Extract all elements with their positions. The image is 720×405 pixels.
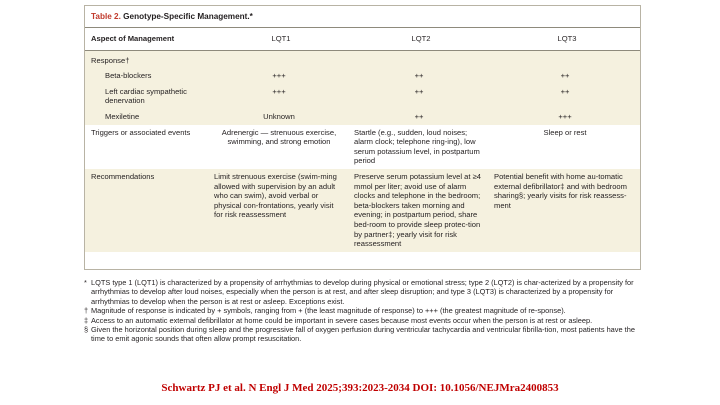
cell-lqt1: +++ — [208, 84, 348, 109]
table-title-text: Genotype-Specific Management.* — [120, 12, 253, 21]
footnote-symbol: * — [84, 278, 87, 287]
table-title — [85, 6, 640, 27]
table-row-triggers — [85, 125, 640, 169]
cell-lqt1: +++ — [208, 68, 348, 84]
header-lqt3: LQT3 — [488, 28, 640, 51]
cell-lqt2: ++ — [348, 109, 488, 125]
footnote — [84, 278, 641, 306]
cell-lqt3: ++ — [488, 84, 640, 109]
footnote-text: Magnitude of response is indicated by + symbols, ranging from + (the least magnitude of response) to +++ (the greatest magnitude of re-sponse). — [91, 306, 566, 316]
cell-lqt2: Preserve serum potassium level at ≥4 mmol per liter; avoid use of alarm clocks and telephone in the bedroom; beta-blockers taken morning and evening; in postpartum period, share bed-room to provide sleep protec-tion by partner‡; yearly visit for risk reassessment — [348, 169, 488, 252]
response-label: Response† — [85, 50, 208, 68]
table-row-response — [85, 50, 640, 68]
footnote-symbol: ‡ — [84, 315, 89, 325]
row-label: Mexiletine — [85, 109, 208, 125]
table-row-recommendations — [85, 169, 640, 252]
cell-lqt3: ++ — [488, 68, 640, 84]
table-row-lcsd — [85, 84, 640, 109]
table-row-beta-blockers — [85, 68, 640, 84]
row-label: Beta-blockers — [85, 68, 208, 84]
management-table — [85, 27, 640, 252]
header-row — [85, 28, 640, 51]
table-number: Table 2. — [91, 12, 121, 21]
cell-lqt1: Limit strenuous exercise (swim-ming allowed with supervision by an adult who can swim), avoid verbal or physical con-frontations, yearly visit for risk reassessment — [208, 169, 348, 252]
cell-lqt2: ++ — [348, 84, 488, 109]
cell-lqt2: Startle (e.g., sudden, loud noises; alarm clock; telephone ring-ing), low serum potassium level, in postpartum period — [348, 125, 488, 169]
header-lqt1: LQT1 — [208, 28, 348, 51]
row-label: Left cardiac sympathetic denervation — [85, 84, 208, 109]
header-lqt2: LQT2 — [348, 28, 488, 51]
footnote-text: Access to an automatic external defibrillator at home could be important in severe cases because most events occur when the person is at rest or asleep. — [91, 315, 593, 325]
row-label: Recommendations — [85, 169, 208, 252]
footnote-text: LQTS type 1 (LQT1) is characterized by a propensity of arrhythmias to develop during physical or emotional stress; type 2 (LQT2) is char-acterized by a propensity for arrhythmias to develop after loud noises, especially when the person is at rest, and after sleep disruption; and type 3 (LQT3) is characterized by a propensity for arrhythmias to develop when the person is at rest or asleep. Exceptions exist. — [91, 278, 634, 306]
row-label: Triggers or associated events — [85, 125, 208, 169]
citation: Schwartz PJ et al. N Engl J Med 2025;393:2023-2034 DOI: 10.1056/NEJMra2400853 — [161, 382, 559, 394]
cell-lqt3: +++ — [488, 109, 640, 125]
footnote-symbol: † — [84, 306, 89, 316]
footnote-text: Given the horizontal position during sleep and the progressive fall of oxygen perfusion during ventricular tachycardia and ventricular fibrilla-tion, most patients have the time to emit agonic sounds that often allow prompt resuscitation. — [91, 325, 635, 344]
genotype-management-table — [84, 5, 641, 270]
table-row-mexiletine — [85, 109, 640, 125]
table-footnotes — [84, 278, 641, 344]
cell-lqt3: Potential benefit with home au-tomatic external defibrillator‡ and with bedroom sharing§; yearly visits for risk reassess-ment — [488, 169, 640, 252]
footnote-symbol: § — [84, 325, 89, 335]
cell-lqt1: Unknown — [208, 109, 348, 125]
footnote — [84, 306, 641, 315]
footnote — [84, 325, 641, 344]
cell-lqt2: ++ — [348, 68, 488, 84]
header-aspect: Aspect of Management — [85, 28, 208, 51]
footnote — [84, 316, 641, 325]
cell-lqt3: Sleep or rest — [488, 125, 640, 169]
cell-lqt1: Adrenergic — strenuous exercise, swimming, and strong emotion — [208, 125, 348, 169]
